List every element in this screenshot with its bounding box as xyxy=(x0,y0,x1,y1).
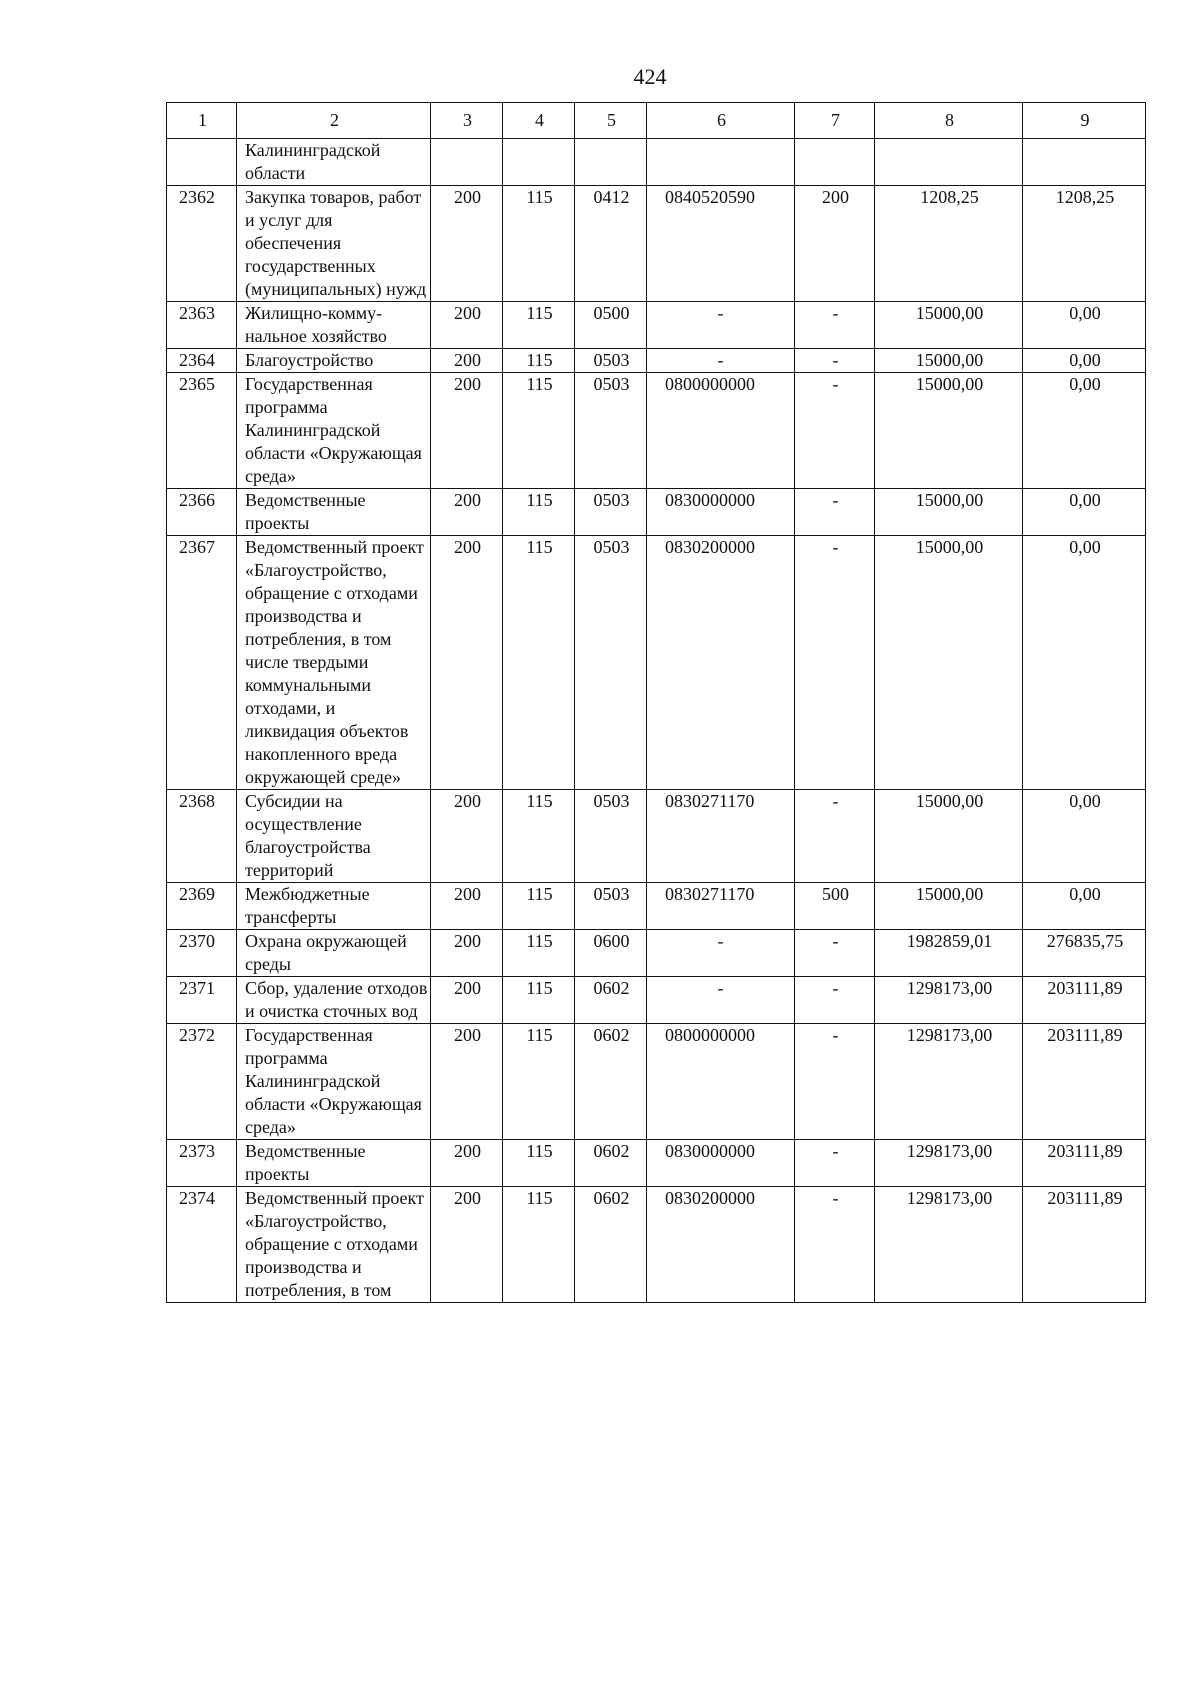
section-code-cell: 0412 xyxy=(575,186,647,302)
page-number: 424 xyxy=(633,64,667,89)
ministry-code-cell: 115 xyxy=(503,790,575,883)
amount-cell: 1208,25 xyxy=(875,186,1023,302)
section-code-cell: 0503 xyxy=(575,489,647,536)
amount-cell xyxy=(875,139,1023,186)
table-row xyxy=(167,302,1146,349)
target-article-cell: - xyxy=(647,302,795,349)
table-row xyxy=(167,790,1146,883)
amount-cell: 15000,00 xyxy=(875,349,1023,373)
ministry-code-cell: 115 xyxy=(503,930,575,977)
target-article-cell: 0800000000 xyxy=(647,1024,795,1140)
section-code-cell: 0602 xyxy=(575,1187,647,1303)
column-header: 7 xyxy=(795,103,875,139)
name-cell: Ведомственный проект «Благоустройство, обращение с отходами производства и потребления, в том xyxy=(237,1187,431,1303)
row-number-cell: 2367 xyxy=(167,536,237,790)
admin-code-cell: 200 xyxy=(431,1187,503,1303)
table-row xyxy=(167,1140,1146,1187)
name-cell: Государственная программа Калининградской области «Окружающая среда» xyxy=(237,373,431,489)
expense-type-cell: 200 xyxy=(795,186,875,302)
amount-cell: 15000,00 xyxy=(875,536,1023,790)
row-number-cell: 2369 xyxy=(167,883,237,930)
amount-cell: 15000,00 xyxy=(875,302,1023,349)
target-article-cell: 0840520590 xyxy=(647,186,795,302)
amount-cell-col9: 0,00 xyxy=(1023,489,1146,536)
ministry-code-cell: 115 xyxy=(503,536,575,790)
target-article-cell: 0800000000 xyxy=(647,373,795,489)
expense-type-cell: 500 xyxy=(795,883,875,930)
target-article-cell: 0830271170 xyxy=(647,883,795,930)
section-code-cell: 0503 xyxy=(575,373,647,489)
amount-cell: 1298173,00 xyxy=(875,1024,1023,1140)
section-code-cell: 0503 xyxy=(575,349,647,373)
amount-cell-col9: 0,00 xyxy=(1023,883,1146,930)
expense-type-cell: - xyxy=(795,489,875,536)
row-number-cell: 2364 xyxy=(167,349,237,373)
admin-code-cell: 200 xyxy=(431,373,503,489)
amount-cell: 15000,00 xyxy=(875,489,1023,536)
column-header: 9 xyxy=(1023,103,1146,139)
ministry-code-cell: 115 xyxy=(503,977,575,1024)
name-cell: Охрана окружающей среды xyxy=(237,930,431,977)
ministry-code-cell: 115 xyxy=(503,1024,575,1140)
row-number-cell: 2366 xyxy=(167,489,237,536)
expense-type-cell: - xyxy=(795,349,875,373)
name-cell: Субсидии на осуществление благоустройства территорий xyxy=(237,790,431,883)
section-code-cell: 0503 xyxy=(575,883,647,930)
name-cell: Жилищно-комму-нальное хозяйство xyxy=(237,302,431,349)
column-header: 5 xyxy=(575,103,647,139)
admin-code-cell: 200 xyxy=(431,302,503,349)
amount-cell-col9: 203111,89 xyxy=(1023,1140,1146,1187)
expense-type-cell: - xyxy=(795,930,875,977)
row-number-cell: 2373 xyxy=(167,1140,237,1187)
amount-cell-col9: 1208,25 xyxy=(1023,186,1146,302)
amount-cell: 1298173,00 xyxy=(875,1187,1023,1303)
row-number-cell: 2370 xyxy=(167,930,237,977)
ministry-code-cell: 115 xyxy=(503,186,575,302)
expense-type-cell: - xyxy=(795,1187,875,1303)
row-number-cell xyxy=(167,139,237,186)
expense-type-cell: - xyxy=(795,790,875,883)
amount-cell-col9: 203111,89 xyxy=(1023,1187,1146,1303)
row-number-cell: 2372 xyxy=(167,1024,237,1140)
amount-cell-col9: 0,00 xyxy=(1023,790,1146,883)
column-header: 1 xyxy=(167,103,237,139)
amount-cell: 15000,00 xyxy=(875,373,1023,489)
column-header: 2 xyxy=(237,103,431,139)
admin-code-cell: 200 xyxy=(431,489,503,536)
section-code-cell: 0500 xyxy=(575,302,647,349)
amount-cell-col9 xyxy=(1023,139,1146,186)
amount-cell-col9: 0,00 xyxy=(1023,373,1146,489)
name-cell: Закупка товаров, работ и услуг для обеспечения государственных (муниципальных) нужд xyxy=(237,186,431,302)
amount-cell: 15000,00 xyxy=(875,883,1023,930)
amount-cell-col9: 0,00 xyxy=(1023,349,1146,373)
admin-code-cell: 200 xyxy=(431,1024,503,1140)
table-header-row xyxy=(167,103,1146,139)
section-code-cell: 0503 xyxy=(575,790,647,883)
row-number-cell: 2374 xyxy=(167,1187,237,1303)
section-code-cell: 0600 xyxy=(575,930,647,977)
ministry-code-cell: 115 xyxy=(503,1140,575,1187)
table-row xyxy=(167,489,1146,536)
target-article-cell xyxy=(647,139,795,186)
name-cell: Ведомственные проекты xyxy=(237,1140,431,1187)
column-header: 3 xyxy=(431,103,503,139)
expense-type-cell: - xyxy=(795,977,875,1024)
expense-type-cell: - xyxy=(795,536,875,790)
amount-cell: 15000,00 xyxy=(875,790,1023,883)
expense-type-cell xyxy=(795,139,875,186)
table-row xyxy=(167,1187,1146,1303)
table-row xyxy=(167,139,1146,186)
expense-type-cell: - xyxy=(795,1140,875,1187)
target-article-cell: 0830271170 xyxy=(647,790,795,883)
target-article-cell: 0830000000 xyxy=(647,1140,795,1187)
admin-code-cell: 200 xyxy=(431,883,503,930)
amount-cell: 1982859,01 xyxy=(875,930,1023,977)
target-article-cell: - xyxy=(647,930,795,977)
name-cell: Ведомственный проект «Благоустройство, обращение с отходами производства и потребления, в том числе твердыми коммунальными отходами, и ликвидация объектов накопленного вреда окружающей среде» xyxy=(237,536,431,790)
section-code-cell: 0602 xyxy=(575,1140,647,1187)
section-code-cell: 0602 xyxy=(575,977,647,1024)
ministry-code-cell: 115 xyxy=(503,373,575,489)
table-row xyxy=(167,186,1146,302)
row-number-cell: 2363 xyxy=(167,302,237,349)
expense-type-cell: - xyxy=(795,302,875,349)
amount-cell: 1298173,00 xyxy=(875,1140,1023,1187)
section-code-cell: 0602 xyxy=(575,1024,647,1140)
target-article-cell: - xyxy=(647,977,795,1024)
section-code-cell xyxy=(575,139,647,186)
expense-type-cell: - xyxy=(795,1024,875,1140)
amount-cell-col9: 203111,89 xyxy=(1023,1024,1146,1140)
ministry-code-cell: 115 xyxy=(503,489,575,536)
amount-cell-col9: 0,00 xyxy=(1023,302,1146,349)
admin-code-cell: 200 xyxy=(431,1140,503,1187)
table-row xyxy=(167,883,1146,930)
name-cell: Сбор, удаление отходов и очистка сточных вод xyxy=(237,977,431,1024)
table-row xyxy=(167,1024,1146,1140)
expense-type-cell: - xyxy=(795,373,875,489)
amount-cell-col9: 276835,75 xyxy=(1023,930,1146,977)
amount-cell: 1298173,00 xyxy=(875,977,1023,1024)
table-body xyxy=(167,139,1146,1303)
table-row xyxy=(167,536,1146,790)
ministry-code-cell: 115 xyxy=(503,349,575,373)
target-article-cell: 0830000000 xyxy=(647,489,795,536)
column-header: 4 xyxy=(503,103,575,139)
column-header: 6 xyxy=(647,103,795,139)
name-cell: Ведомственные проекты xyxy=(237,489,431,536)
table-row xyxy=(167,373,1146,489)
name-cell: Благоустройство xyxy=(237,349,431,373)
target-article-cell: - xyxy=(647,349,795,373)
table-row xyxy=(167,349,1146,373)
target-article-cell: 0830200000 xyxy=(647,1187,795,1303)
column-header: 8 xyxy=(875,103,1023,139)
name-cell: Калининградской области xyxy=(237,139,431,186)
section-code-cell: 0503 xyxy=(575,536,647,790)
target-article-cell: 0830200000 xyxy=(647,536,795,790)
admin-code-cell: 200 xyxy=(431,349,503,373)
admin-code-cell: 200 xyxy=(431,186,503,302)
ministry-code-cell: 115 xyxy=(503,1187,575,1303)
admin-code-cell: 200 xyxy=(431,930,503,977)
table-row xyxy=(167,977,1146,1024)
name-cell: Государственная программа Калининградской области «Окружающая среда» xyxy=(237,1024,431,1140)
ministry-code-cell: 115 xyxy=(503,302,575,349)
admin-code-cell xyxy=(431,139,503,186)
row-number-cell: 2368 xyxy=(167,790,237,883)
name-cell: Межбюджетные трансферты xyxy=(237,883,431,930)
row-number-cell: 2362 xyxy=(167,186,237,302)
amount-cell-col9: 203111,89 xyxy=(1023,977,1146,1024)
admin-code-cell: 200 xyxy=(431,977,503,1024)
budget-table xyxy=(166,102,1146,1303)
ministry-code-cell xyxy=(503,139,575,186)
row-number-cell: 2365 xyxy=(167,373,237,489)
admin-code-cell: 200 xyxy=(431,790,503,883)
row-number-cell: 2371 xyxy=(167,977,237,1024)
amount-cell-col9: 0,00 xyxy=(1023,536,1146,790)
admin-code-cell: 200 xyxy=(431,536,503,790)
table-row xyxy=(167,930,1146,977)
ministry-code-cell: 115 xyxy=(503,883,575,930)
